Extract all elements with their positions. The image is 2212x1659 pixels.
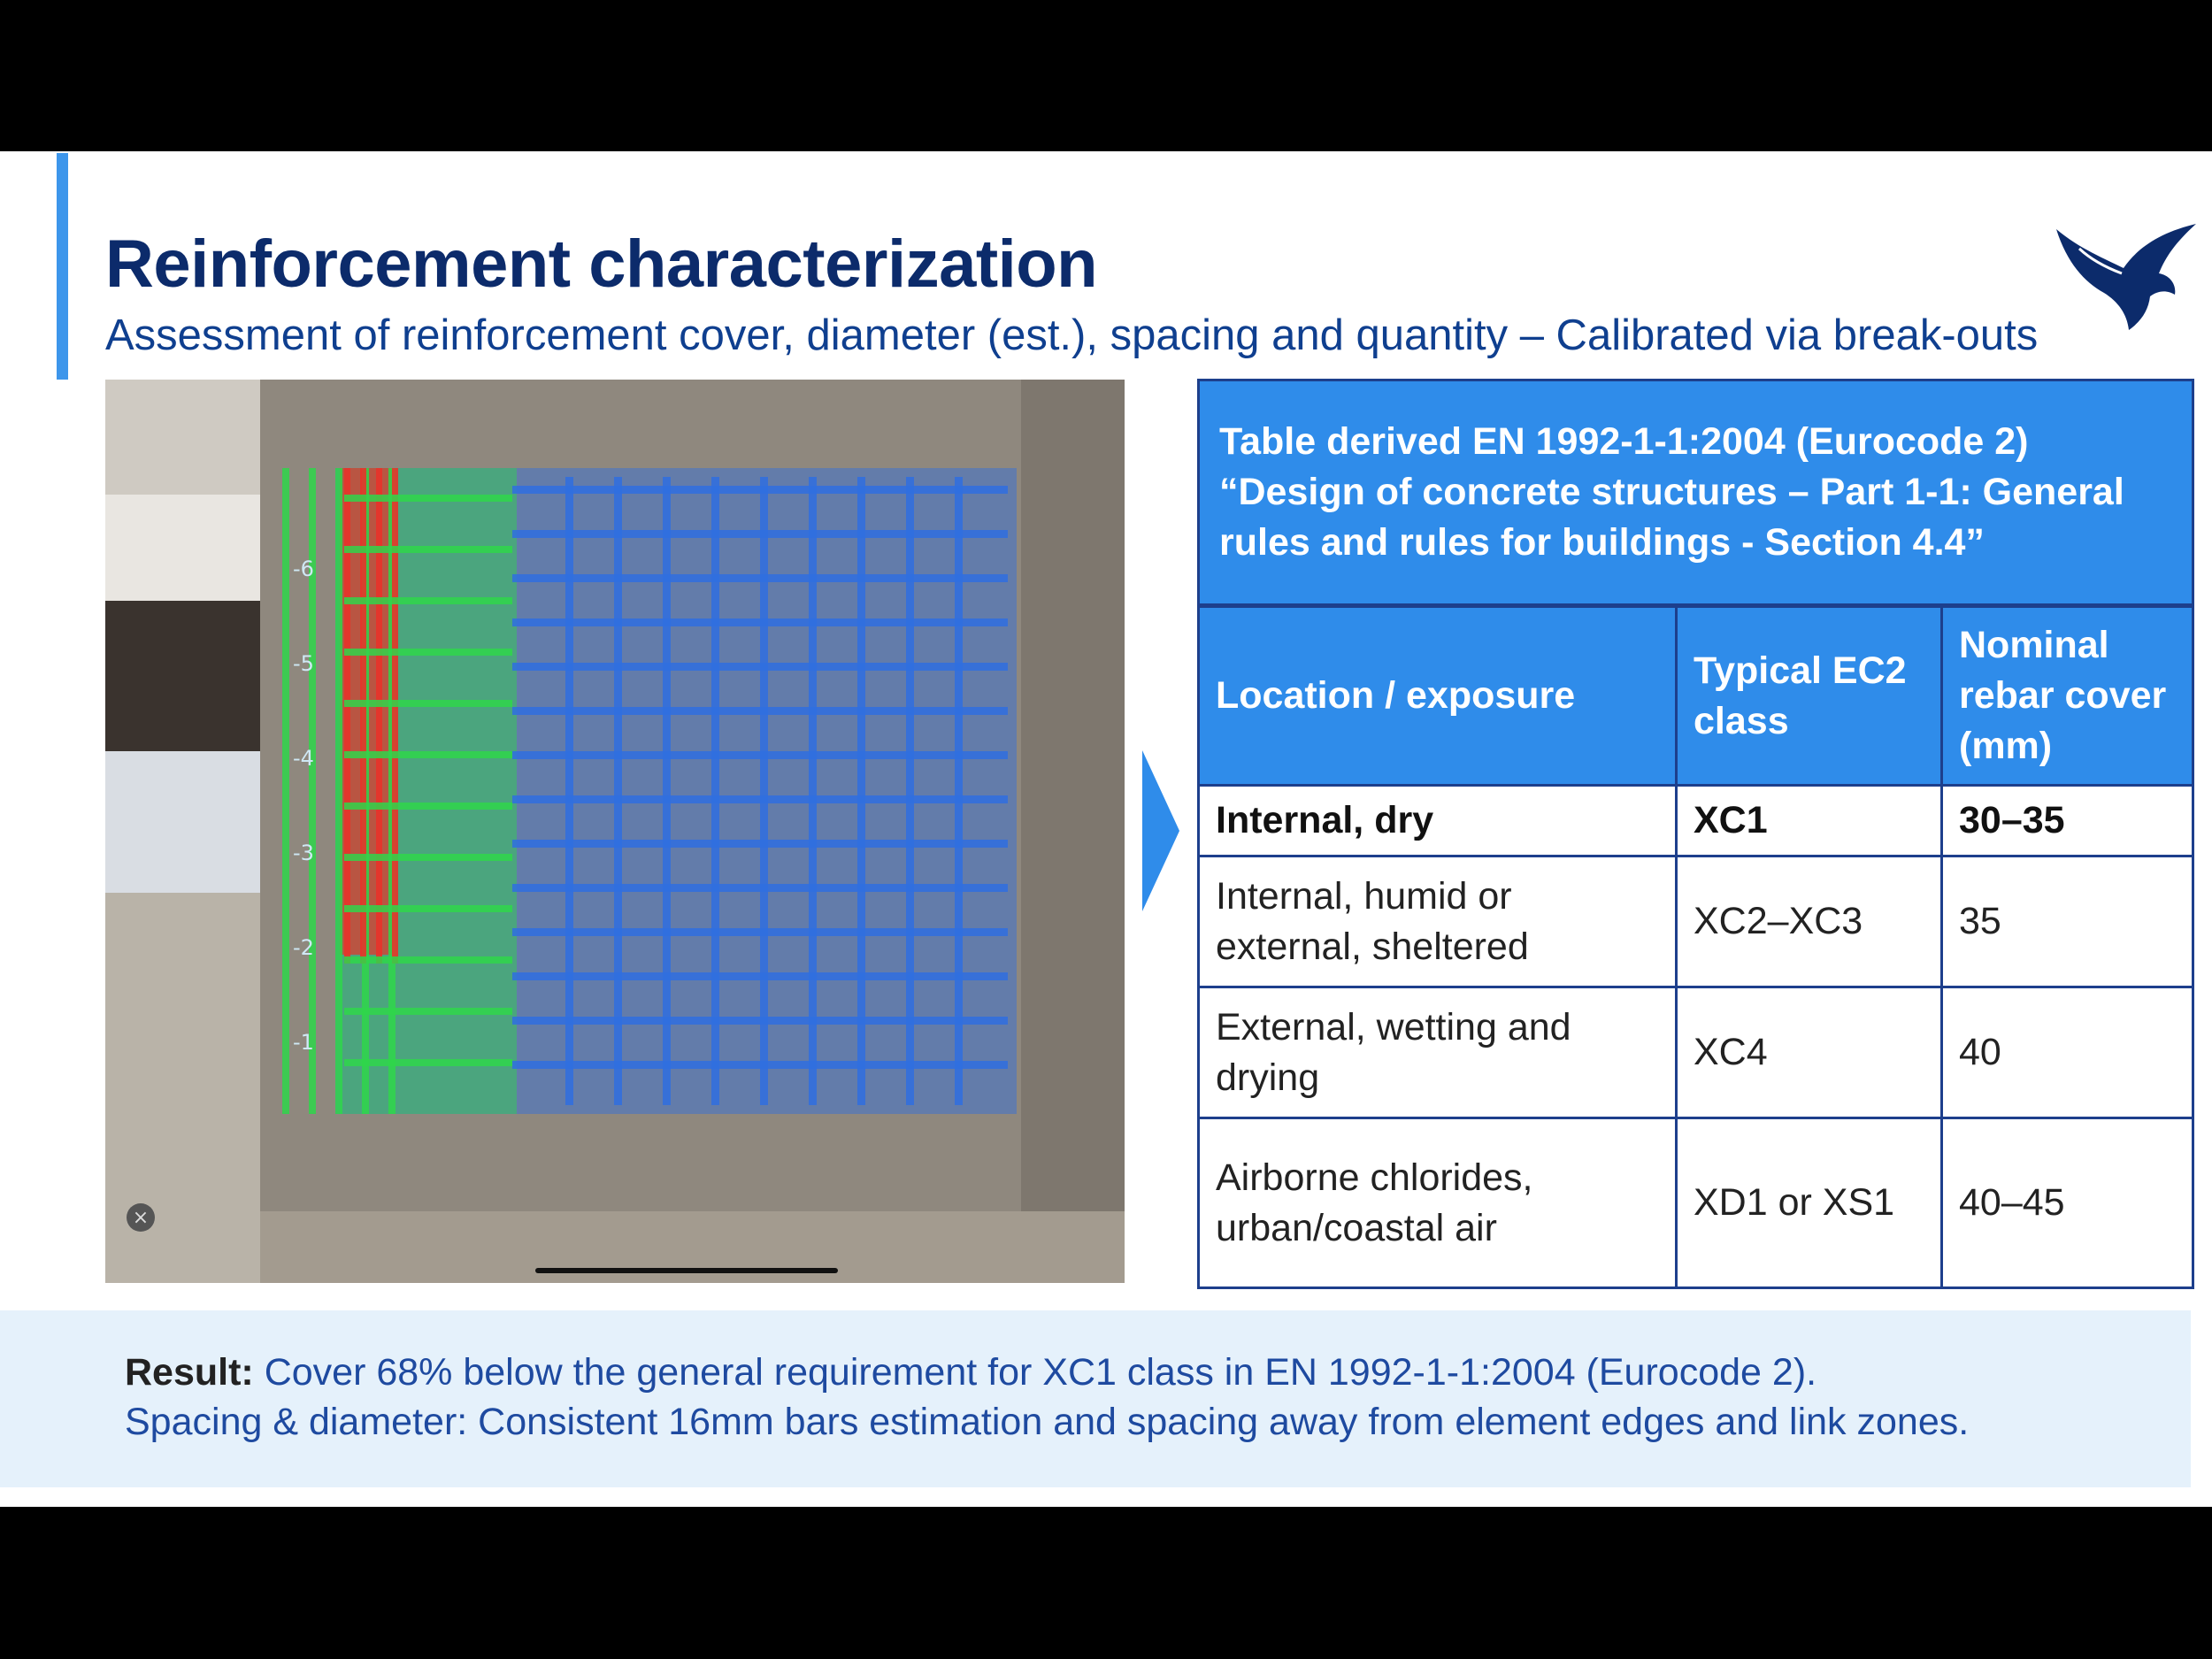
table-row: Internal, humid or external, sheltered XC2–XC3 35 bbox=[1199, 856, 2193, 987]
rebar-horizontal-green bbox=[344, 1059, 512, 1066]
table-caption: Table derived EN 1992-1-1:2004 (Eurocode 2) “Design of concrete structures – Part 1-1: General rules and rules for buildings - Section 4.4” bbox=[1199, 380, 2193, 606]
rebar-horizontal-blue bbox=[512, 972, 1008, 980]
rebar-horizontal-blue bbox=[512, 530, 1008, 538]
rebar-vertical-red bbox=[376, 468, 382, 964]
rebar-horizontal-blue bbox=[512, 1017, 1008, 1025]
rebar-horizontal-green bbox=[344, 1008, 512, 1015]
result-line-2: Spacing & diameter: Consistent 16mm bars estimation and spacing away from element edges and link zones. bbox=[125, 1401, 1970, 1443]
scale-mark-label: -4 bbox=[293, 746, 314, 771]
header-location: Location / exposure bbox=[1199, 606, 1677, 786]
rebar-horizontal-blue bbox=[512, 1061, 1008, 1069]
rebar-horizontal-blue bbox=[512, 707, 1008, 715]
scale-mark-label: -3 bbox=[293, 841, 314, 865]
scale-mark-label: -1 bbox=[293, 1030, 314, 1055]
scale-mark-label: -5 bbox=[293, 651, 314, 676]
rebar-vertical-blue bbox=[809, 477, 817, 1105]
rebar-vertical-blue bbox=[760, 477, 768, 1105]
rebar-horizontal-blue bbox=[512, 884, 1008, 892]
slide-subtitle: Assessment of reinforcement cover, diameter (est.), spacing and quantity – Calibrated via break-outs bbox=[105, 311, 2039, 359]
slide bbox=[0, 151, 2212, 1507]
table-row: Airborne chlorides, urban/coastal air XD1 or XS1 40–45 bbox=[1199, 1118, 2193, 1288]
rebar-horizontal-green bbox=[344, 956, 512, 964]
rebar-horizontal-blue bbox=[512, 574, 1008, 582]
rebar-horizontal-green bbox=[344, 751, 512, 758]
rebar-horizontal-green bbox=[344, 905, 512, 912]
rebar-scan-overlay bbox=[105, 380, 1125, 1283]
svg-text:×: × bbox=[132, 1207, 150, 1229]
scale-mark-label: -2 bbox=[293, 935, 314, 960]
header-cover: Nominal rebar cover (mm) bbox=[1942, 606, 2193, 786]
rebar-vertical-red bbox=[344, 468, 350, 964]
rebar-horizontal-blue bbox=[512, 928, 1008, 936]
header-class: Typical EC2 class bbox=[1677, 606, 1942, 786]
eagle-logo-icon bbox=[2053, 222, 2199, 333]
rebar-horizontal-green bbox=[344, 803, 512, 810]
title-accent-bar bbox=[57, 153, 68, 380]
rebar-vertical-blue bbox=[614, 477, 622, 1105]
rebar-vertical-blue bbox=[663, 477, 671, 1105]
rebar-vertical-blue bbox=[857, 477, 865, 1105]
rebar-horizontal-blue bbox=[512, 751, 1008, 759]
rebar-horizontal-green bbox=[344, 700, 512, 707]
rebar-vertical-blue bbox=[955, 477, 963, 1105]
result-line-1 bbox=[125, 1351, 1816, 1394]
result-text: Cover 68% below the general requirement for XC1 class in EN 1992-1-1:2004 (Eurocode 2). bbox=[264, 1351, 1817, 1394]
rebar-horizontal-blue bbox=[512, 795, 1008, 803]
pointer-arrow-icon bbox=[1142, 750, 1179, 911]
rebar-horizontal-green bbox=[344, 495, 512, 502]
result-label: Result: bbox=[125, 1351, 254, 1394]
rebar-horizontal-green bbox=[344, 854, 512, 861]
rebar-horizontal-blue bbox=[512, 663, 1008, 671]
rebar-horizontal-green bbox=[344, 597, 512, 604]
rebar-horizontal-blue bbox=[512, 486, 1008, 494]
result-panel bbox=[0, 1310, 2191, 1487]
rebar-horizontal-blue bbox=[512, 618, 1008, 626]
table-row: Internal, dry XC1 30–35 bbox=[1199, 786, 2193, 856]
rebar-scan-photo bbox=[105, 380, 1125, 1283]
rebar-vertical-blue bbox=[565, 477, 573, 1105]
home-indicator bbox=[535, 1268, 838, 1273]
scale-mark-label: -6 bbox=[293, 557, 314, 581]
rebar-vertical-red bbox=[360, 468, 366, 964]
exposure-cover-table bbox=[1197, 379, 2194, 1289]
rebar-vertical-green bbox=[282, 468, 289, 1114]
rebar-vertical-blue bbox=[906, 477, 914, 1105]
rebar-horizontal-green bbox=[344, 649, 512, 656]
slide-title: Reinforcement characterization bbox=[105, 227, 1098, 302]
rebar-vertical-green bbox=[335, 468, 342, 1114]
rebar-horizontal-blue bbox=[512, 840, 1008, 848]
rebar-horizontal-green bbox=[344, 546, 512, 553]
table-row: External, wetting and drying XC4 40 bbox=[1199, 987, 2193, 1118]
rebar-vertical-blue bbox=[711, 477, 719, 1105]
rebar-vertical-red bbox=[392, 468, 398, 964]
